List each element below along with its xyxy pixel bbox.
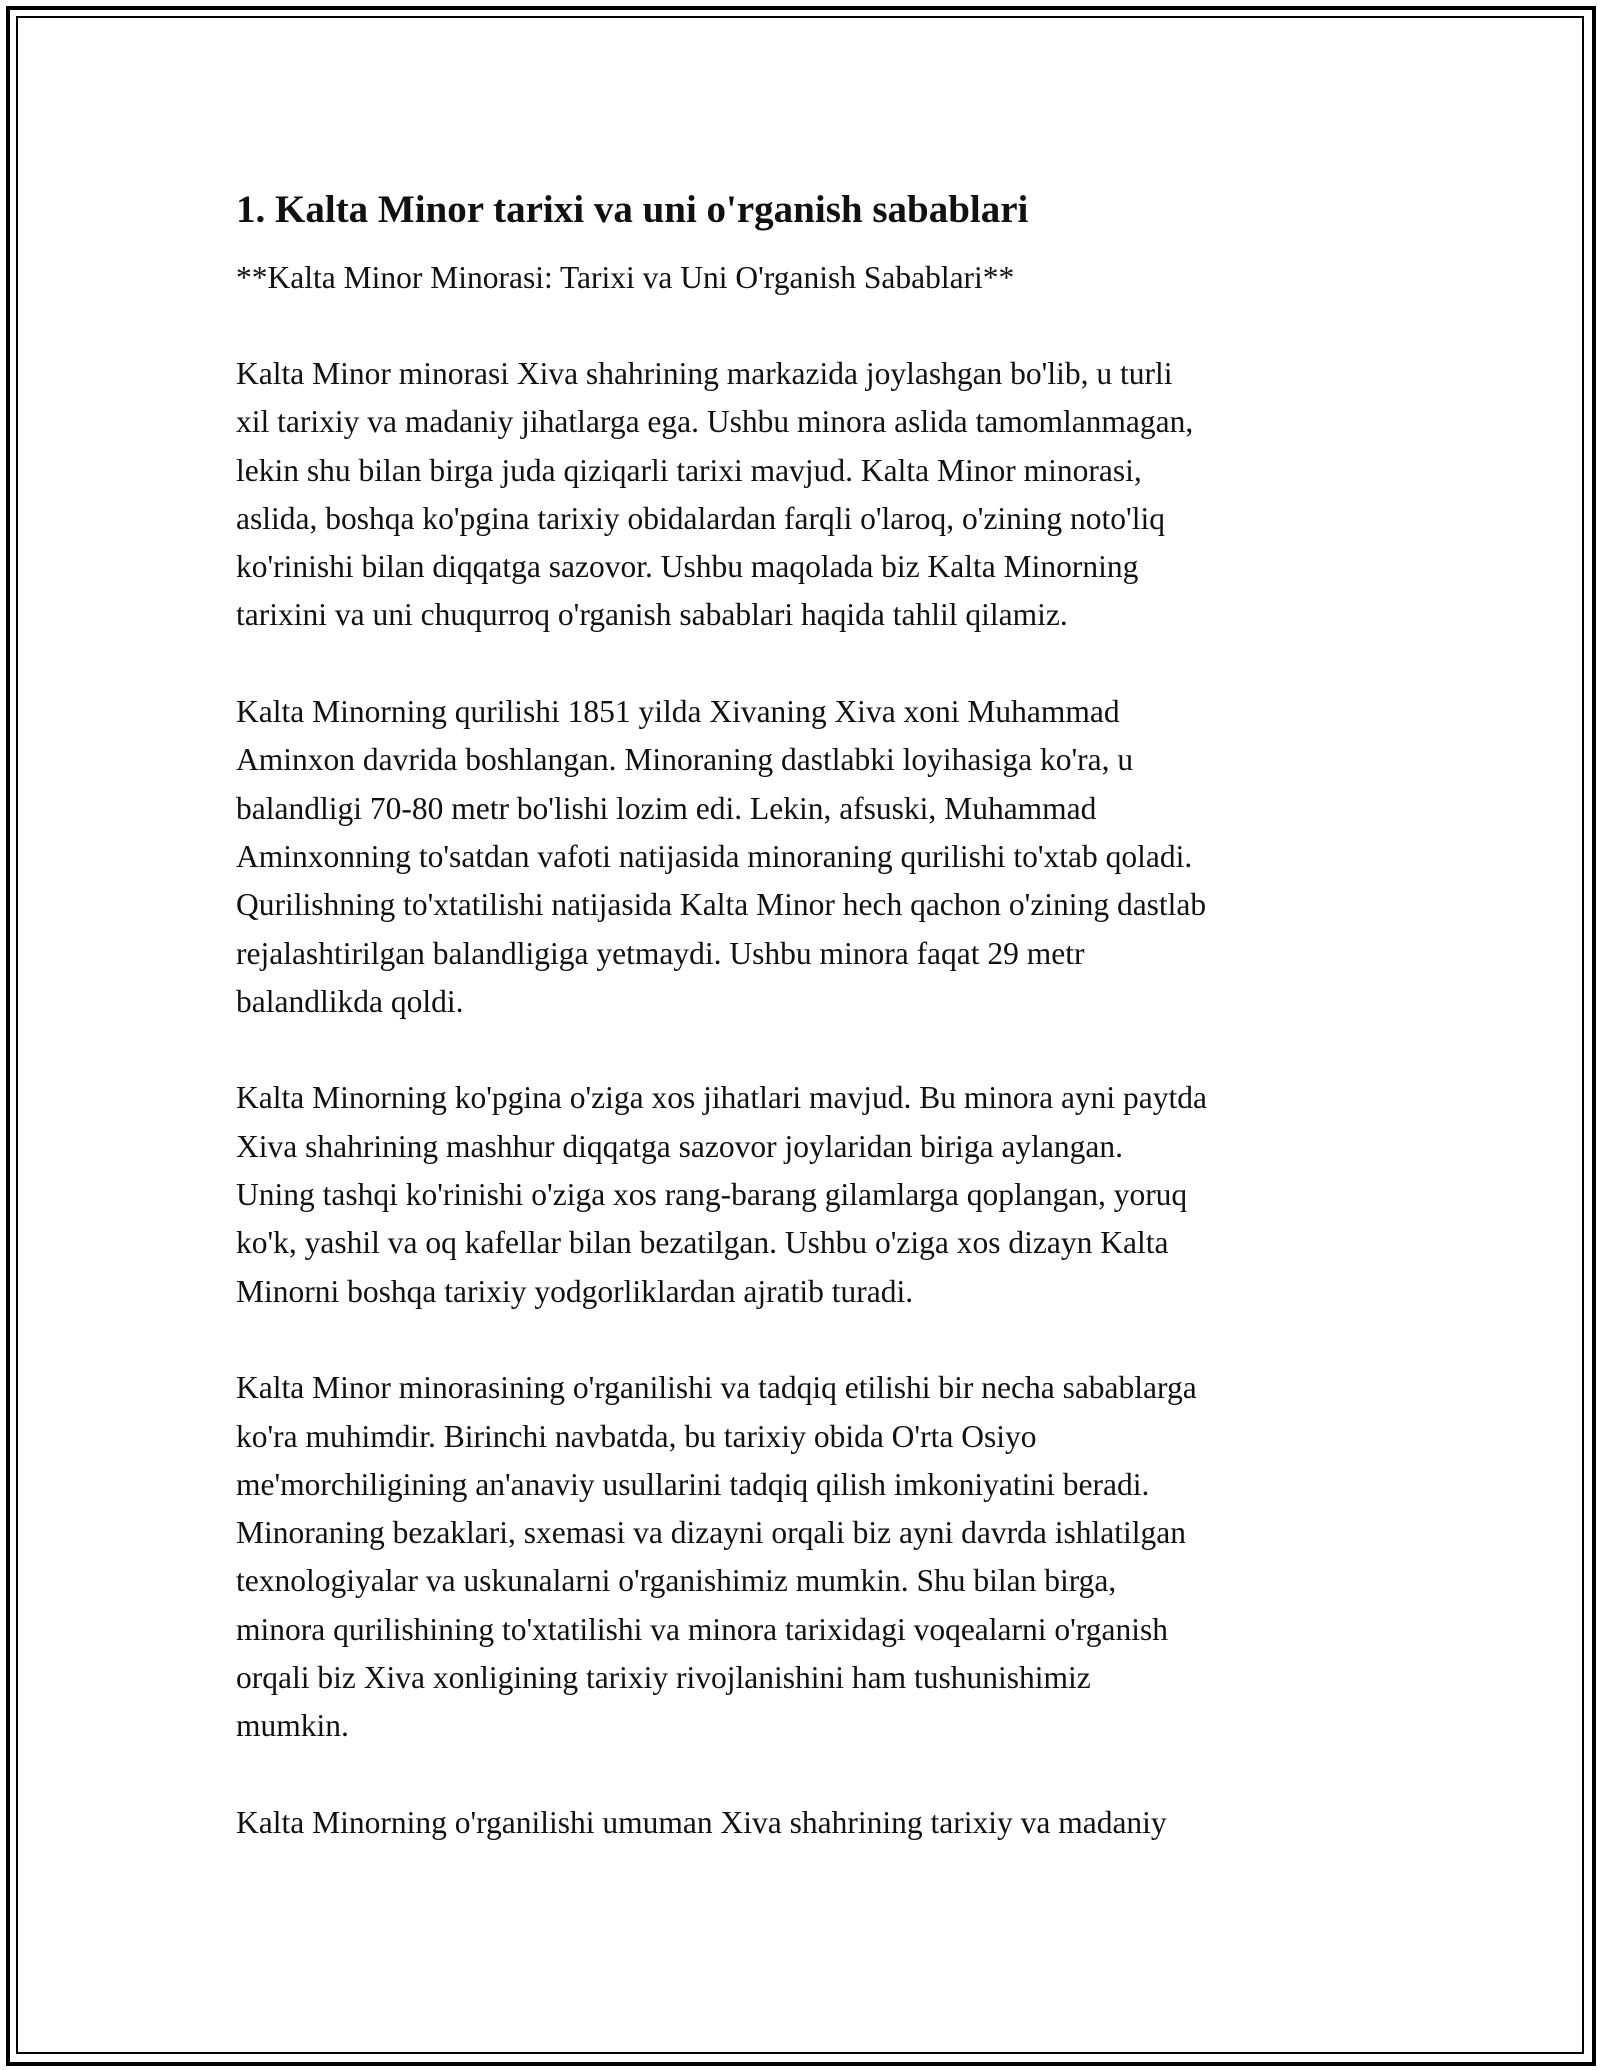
paragraph-line: aslida, boshqa ko'pgina tarixiy obidalardan farqli o'laroq, o'zining noto'liq bbox=[236, 500, 1165, 536]
paragraph-line: xil tarixiy va madaniy jihatlarga ega. Ushbu minora aslida tamomlanmagan, bbox=[236, 404, 1194, 440]
paragraph-line: Minoraning bezaklari, sxemasi va dizayni orqali biz ayni davrda ishlatilgan bbox=[236, 1515, 1186, 1551]
paragraph-line: Xiva shahrining mashhur diqqatga sazovor joylaridan biriga aylangan. bbox=[236, 1128, 1123, 1164]
paragraph-line: ko'ra muhimdir. Birinchi navbatda, bu tarixiy obida O'rta Osiyo bbox=[236, 1418, 1037, 1454]
paragraph-line: orqali biz Xiva xonligining tarixiy rivojlanishini ham tushunishimiz bbox=[236, 1660, 1091, 1696]
paragraph-list bbox=[236, 350, 1386, 1847]
paragraph-line: tarixini va uni chuqurroq o'rganish sabablari haqida tahlil qilamiz. bbox=[236, 597, 1068, 633]
body-paragraph bbox=[236, 350, 1386, 640]
paragraph-line: Kalta Minor minorasi Xiva shahrining markazida joylashgan bo'lib, u turli bbox=[236, 356, 1173, 391]
paragraph-line: me'morchiligining an'anaviy usullarini tadqiq qilish imkoniyatini beradi. bbox=[236, 1466, 1150, 1502]
body-paragraph bbox=[236, 688, 1386, 1026]
paragraph-line: balandligi 70-80 metr bo'lishi lozim edi. Lekin, afsuski, Muhammad bbox=[236, 790, 1097, 826]
body-paragraph bbox=[236, 1074, 1386, 1315]
document-body bbox=[236, 184, 1386, 1896]
body-paragraph bbox=[236, 1364, 1386, 1750]
paragraph-line: ko'rinishi bilan diqqatga sazovor. Ushbu maqolada biz Kalta Minorning bbox=[236, 549, 1139, 585]
paragraph-line: Kalta Minorning qurilishi 1851 yilda Xivaning Xiva xoni Muhammad bbox=[236, 694, 1120, 730]
paragraph-line: Kalta Minor minorasining o'rganilishi va tadqiq etilishi bir necha sabablarga bbox=[236, 1370, 1197, 1406]
paragraph-line: Uning tashqi ko'rinishi o'ziga xos rang-barang gilamlarga qoplangan, yoruq bbox=[236, 1177, 1188, 1213]
paragraph-line: Kalta Minorning ko'pgina o'ziga xos jihatlari mavjud. Bu minora ayni paytda bbox=[236, 1080, 1208, 1116]
paragraph-line: mumkin. bbox=[236, 1708, 349, 1744]
paragraph-line: Aminxon davrida boshlangan. Minoraning dastlabki loyihasiga ko'ra, u bbox=[236, 742, 1134, 778]
paragraph-line: Qurilishning to'xtatilishi natijasida Kalta Minor hech qachon o'zining dastlab bbox=[236, 887, 1207, 923]
paragraph-line: balandlikda qoldi. bbox=[236, 983, 464, 1019]
paragraph-line: Aminxonning to'satdan vafoti natijasida minoraning qurilishi to'xtab qoladi. bbox=[236, 838, 1193, 874]
article-subtitle: **Kalta Minor Minorasi: Tarixi va Uni O'rganish Sabablari** bbox=[236, 260, 1015, 295]
paragraph-line: ko'k, yashil va oq kafellar bilan bezatilgan. Ushbu o'ziga xos dizayn Kalta bbox=[236, 1225, 1169, 1261]
paragraph-line: rejalashtirilgan balandligiga yetmaydi. Ushbu minora faqat 29 metr bbox=[236, 935, 1085, 971]
paragraph-line: lekin shu bilan birga juda qiziqarli tarixi mavjud. Kalta Minor minorasi, bbox=[236, 452, 1142, 488]
body-paragraph bbox=[236, 1799, 1386, 1847]
paragraph-line: minora qurilishining to'xtatilishi va minora tarixidagi voqealarni o'rganish bbox=[236, 1611, 1168, 1647]
paragraph-line: texnologiyalar va uskunalarni o'rganishimiz mumkin. Shu bilan birga, bbox=[236, 1563, 1117, 1599]
section-heading: 1. Kalta Minor tarixi va uni o'rganish sabablari bbox=[236, 188, 1029, 231]
paragraph-line: Kalta Minorning o'rganilishi umuman Xiva shahrining tarixiy va madaniy bbox=[236, 1804, 1167, 1840]
paragraph-line: Minorni boshqa tarixiy yodgorliklardan ajratib turadi. bbox=[236, 1273, 914, 1309]
